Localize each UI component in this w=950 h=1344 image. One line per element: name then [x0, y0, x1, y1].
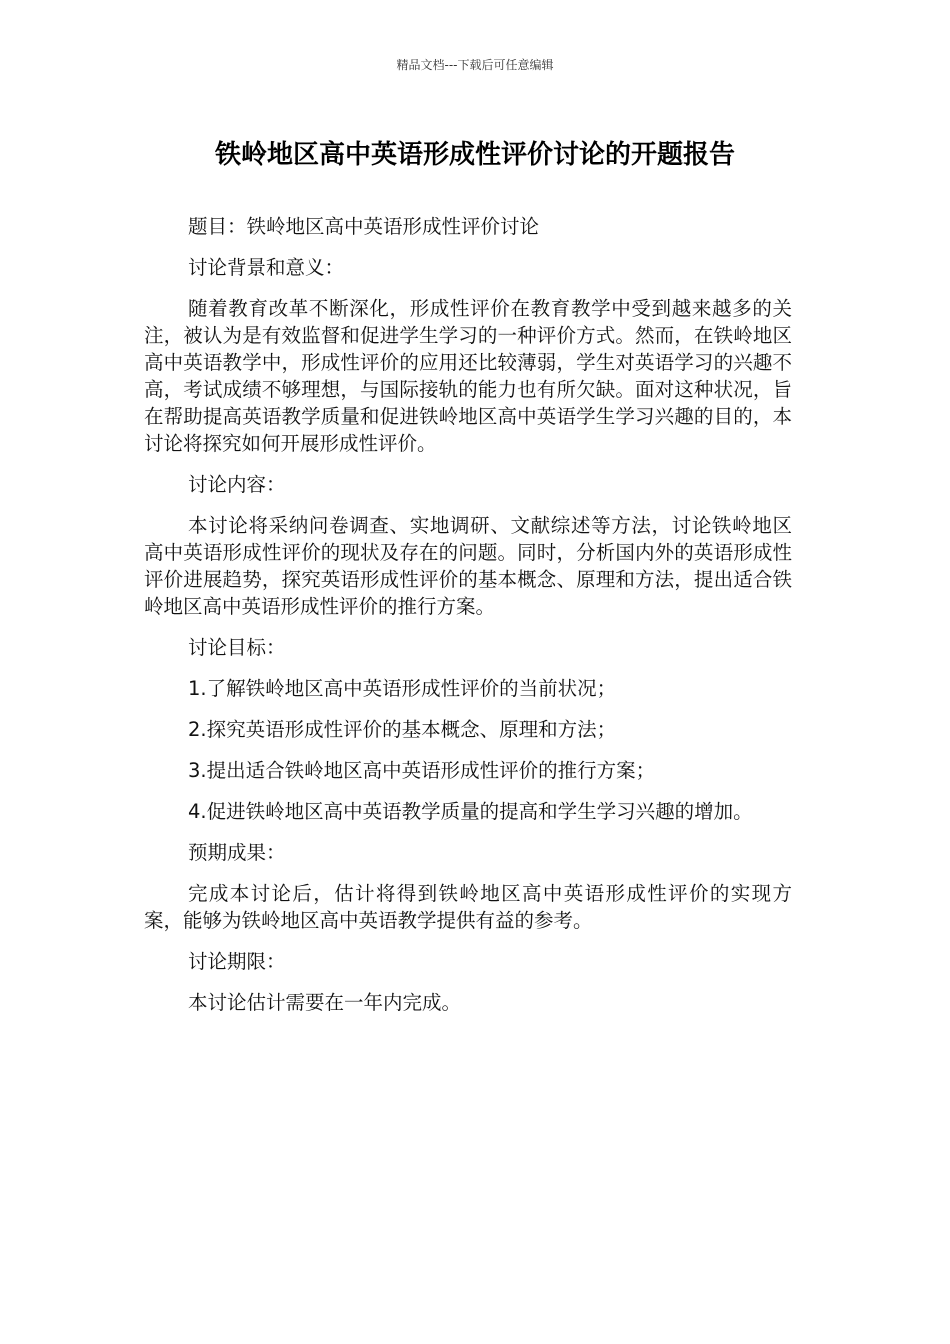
paragraph-content: 本讨论将采纳问卷调查、实地调研、文献综述等方法，讨论铁岭地区高中英语形成性评价的现状及存在的问题。同时，分析国内外的英语形成性评价进展趋势，探究英语形成性评价的基本概念、原理和方法，提出适合铁岭地区高中英语形成性评价的推行方案。: [144, 514, 792, 618]
paragraph-duration: 本讨论估计需要在一年内完成。: [188, 991, 462, 1014]
goal-item: 3.提出适合铁岭地区高中英语形成性评价的推行方案；: [188, 759, 656, 782]
heading-duration: 讨论期限：: [188, 950, 286, 973]
document-body: [144, 213, 792, 1030]
heading-content: 讨论内容：: [188, 473, 286, 496]
paragraph-background: 随着教育改革不断深化，形成性评价在教育教学中受到越来越多的关注，被认为是有效监督和促进学生学习的一种评价方式。然而，在铁岭地区高中英语教学中，形成性评价的应用还比较薄弱，学生对英语学习的兴趣不高，考试成绩不够理想，与国际接轨的能力也有所欠缺。面对这种状况，旨在帮助提高英语教学质量和促进铁岭地区高中英语学生学习兴趣的目的，本讨论将探究如何开展形成性评价。: [144, 297, 792, 455]
heading-goals: 讨论目标：: [188, 636, 286, 659]
paragraph-expected-results: 完成本讨论后，估计将得到铁岭地区高中英语形成性评价的实现方案，能够为铁岭地区高中英语教学提供有益的参考。: [144, 882, 792, 932]
heading-expected-results: 预期成果：: [188, 841, 286, 864]
heading-background: 讨论背景和意义：: [188, 256, 345, 279]
goal-item: 1.了解铁岭地区高中英语形成性评价的当前状况；: [188, 677, 617, 700]
page-header: 精品文档---下载后可任意编辑: [396, 58, 554, 72]
goal-item: 2.探究英语形成性评价的基本概念、原理和方法；: [188, 718, 617, 741]
goal-item: 4.促进铁岭地区高中英语教学质量的提高和学生学习兴趣的增加。: [188, 800, 753, 823]
document-title: 铁岭地区高中英语形成性评价讨论的开题报告: [214, 140, 735, 170]
paragraph-topic: 题目：铁岭地区高中英语形成性评价讨论: [188, 215, 540, 238]
